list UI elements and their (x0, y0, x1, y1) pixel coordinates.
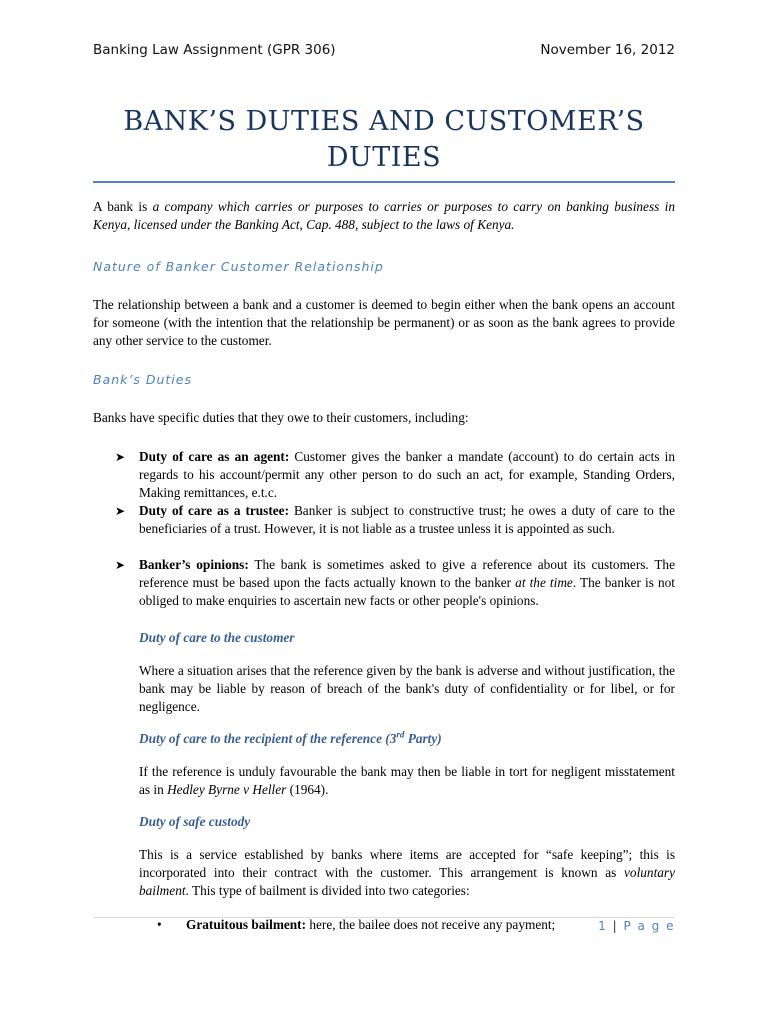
subsection-custody (93, 813, 675, 900)
title-line-1: BANK’S DUTIES AND CUSTOMER’S (123, 106, 645, 137)
heading-part: Duty of care to the recipient of the reference (3 (139, 731, 397, 746)
page-number: 1 (598, 919, 608, 933)
arrow-bullet-icon: ➤ (115, 558, 126, 572)
duty-text-emphasis: at the time (515, 575, 573, 590)
footer-rule (93, 917, 675, 918)
intro-lead: A bank is (93, 199, 153, 214)
list-item (93, 556, 675, 610)
duty-term: Duty of care as an agent: (139, 449, 290, 464)
document-title (93, 104, 675, 176)
duties-intro: Banks have specific duties that they owe to their customers, including: (93, 410, 469, 425)
heading-superscript: rd (396, 729, 405, 740)
header-date: November 16, 2012 (540, 42, 675, 58)
relationship-paragraph: The relationship between a bank and a customer is deemed to begin either when the bank opens an account for someone (with the intention that the relationship be permanent) or as soon as the bank agrees to provide any other service to the customer. (93, 297, 675, 348)
duty-text: Customer gives the banker a mandate (account) to do certain acts in regards to his account/permit any other person to do such an act, for example, Standing Orders, Making remittances, e.t.c. (139, 449, 675, 500)
dot-bullet-icon: • (157, 917, 162, 932)
subsection-recipient (93, 730, 675, 799)
list-item (93, 916, 675, 934)
duty-text: The bank is sometimes asked to give a reference about its customers. The reference must be based upon the facts actually known to the banker (139, 557, 675, 590)
arrow-bullet-icon: ➤ (115, 450, 126, 464)
custody-text: . This type of bailment is divided into two categories: (185, 883, 470, 898)
list-item (93, 502, 675, 538)
subheading-duty-to-recipient (139, 730, 675, 748)
header-course-title: Banking Law Assignment (GPR 306) (93, 42, 336, 58)
footer-separator: | (607, 919, 624, 933)
duties-list (93, 448, 675, 610)
heading-part: Party) (404, 731, 442, 746)
bailment-text: here, the bailee does not receive any payment; (306, 917, 556, 932)
duty-term: Banker’s opinions: (139, 557, 249, 572)
subheading-duty-to-customer: Duty of care to the customer (139, 630, 295, 645)
custody-text: This is a service established by banks where items are accepted for “safe keeping”; this is incorporated into their contract with the customer. This arrangement is known as (139, 847, 675, 880)
page-header (93, 42, 675, 58)
subheading-safe-custody: Duty of safe custody (139, 814, 251, 829)
case-citation: Hedley Byrne v Heller (167, 782, 287, 797)
custody-paragraph (139, 846, 675, 900)
bailment-term: Gratuitous bailment: (186, 917, 307, 932)
document-body (93, 198, 675, 934)
customer-paragraph: Where a situation arises that the reference given by the bank is adverse and without justification, the bank may be liable by reason of breach of the bank's duty of confidentiality or for libel, or for negligence. (139, 663, 675, 714)
title-underline (93, 181, 675, 183)
recipient-text: If the reference is unduly favourable the bank may then be liable in tort for negligent misstatement as in (139, 764, 675, 797)
title-line-2: DUTIES (326, 142, 442, 173)
list-item (93, 448, 675, 502)
section-heading-banks-duties: Bank’s Duties (93, 372, 192, 387)
section-heading-relationship: Nature of Banker Customer Relationship (93, 259, 384, 274)
duty-term: Duty of care as a trustee: (139, 503, 289, 518)
duty-text: Banker is subject to constructive trust; he owes a duty of care to the beneficiaries of a trust. However, it is not liable as a trustee unless it is appointed as such. (139, 503, 675, 536)
bank-definition: a company which carries or purposes to carries or purposes to carry on banking business in Kenya, licensed under the Banking Act, Cap. 488, subject to the laws of Kenya. (93, 199, 675, 232)
arrow-bullet-icon: ➤ (115, 504, 126, 518)
subsection-customer (93, 629, 675, 716)
recipient-text: (1964). (286, 782, 329, 797)
custody-emphasis: voluntary bailment (139, 865, 675, 898)
intro-paragraph (93, 198, 675, 234)
bailment-list (93, 916, 675, 934)
recipient-paragraph (139, 763, 675, 799)
page-label: P a g e (623, 919, 675, 933)
page-footer (598, 919, 675, 933)
duty-text: . The banker is not obliged to make enquiries to ascertain new facts or other people's opinions. (139, 575, 675, 608)
